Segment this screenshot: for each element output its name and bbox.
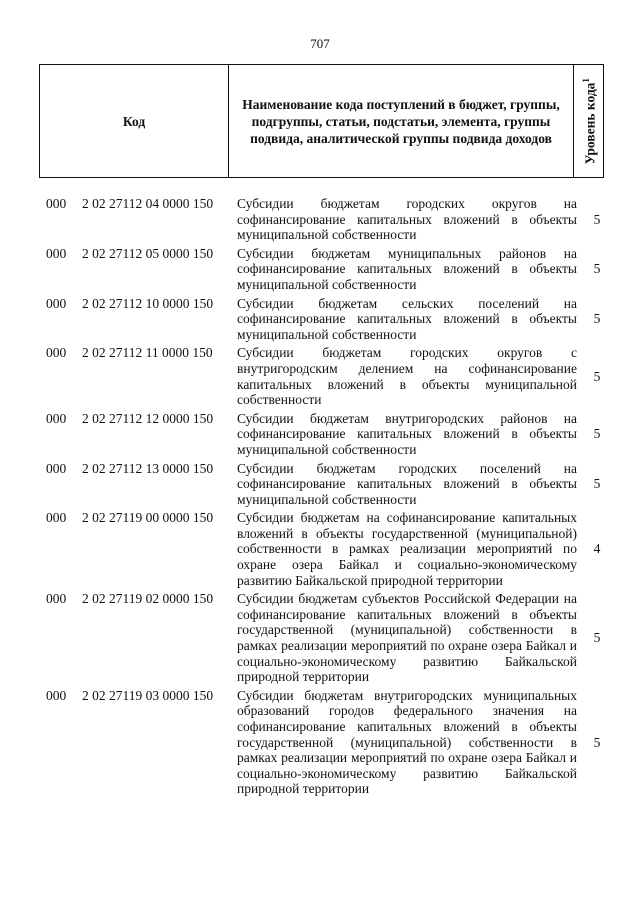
row-level: 5 <box>593 368 601 384</box>
row-name: Субсидии бюджетам субъектов Российской Федерации на софинансирование капитальных вложений в объекты государственной (муниципальной) собственности в рамках реализации мероприятий по охране озера Байкал и социально-экономическому развитию Байкальской природной территории <box>237 591 577 685</box>
header-code: Код <box>122 113 146 129</box>
row-name: Субсидии бюджетам городских округов на софинансирование капитальных вложений в объекты муниципальной собственности <box>237 196 577 243</box>
row-code: 2 02 27112 05 0000 150 <box>82 245 214 261</box>
row-prefix: 000 <box>46 345 67 361</box>
row-level: 5 <box>593 261 601 277</box>
row-code: 2 02 27112 04 0000 150 <box>82 196 214 211</box>
header-level-label: Уровень кода <box>582 82 598 165</box>
page-number: 707 <box>310 36 330 51</box>
header-level-footnote: 1 <box>581 77 592 83</box>
row-name: Субсидии бюджетам муниципальных районов на софинансирование капитальных вложений в объекты муниципальной собственности <box>237 245 577 292</box>
row-name: Субсидии бюджетам внутригородских районов на софинансирование капитальных вложений в объекты муниципальной собственности <box>237 410 577 457</box>
row-level: 5 <box>593 734 601 750</box>
row-level: 5 <box>593 211 601 227</box>
row-name: Субсидии бюджетам на софинансирование капитальных вложений в объекты государственной (муниципальной) собственности в рамках реализации мероприятий по охране озера Байкал и социально-экономическому развитию Байкальской природной территории <box>237 510 577 588</box>
row-name: Субсидии бюджетам городских округов с внутригородским делением на софинансирование капитальных вложений в объекты муниципальной собственности <box>237 345 577 408</box>
row-prefix: 000 <box>46 245 67 261</box>
row-name: Субсидии бюджетам городских поселений на софинансирование капитальных вложений в объекты муниципальной собственности <box>237 460 577 507</box>
row-code: 2 02 27119 03 0000 150 <box>82 687 214 703</box>
row-code: 2 02 27112 10 0000 150 <box>82 295 214 311</box>
row-code: 2 02 27119 02 0000 150 <box>82 591 214 607</box>
table-row <box>0 411 640 458</box>
row-prefix: 000 <box>46 687 67 703</box>
row-prefix: 000 <box>46 410 67 426</box>
table-row <box>0 688 640 797</box>
row-prefix: 000 <box>46 196 67 211</box>
row-code: 2 02 27112 11 0000 150 <box>82 345 213 361</box>
table-row <box>0 246 640 293</box>
table-row <box>0 345 640 407</box>
header-level <box>573 65 603 177</box>
row-prefix: 000 <box>46 510 67 526</box>
header-name: Наименование кода поступлений в бюджет, группы, подгруппы, статьи, подстатьи, элемента, группы подвида, аналитической группы подвида доходов <box>228 65 573 177</box>
table-header <box>39 64 604 178</box>
row-level: 5 <box>593 476 601 492</box>
row-name: Субсидии бюджетам внутригородских муниципальных образований городов федерального значения на софинансирование капитальных вложений в объекты государственной (муниципальной) собственности в рамках реализации мероприятий по охране озера Байкал и социально-экономическому развитию Байкальской природной территории <box>237 687 577 797</box>
row-level: 5 <box>593 426 601 442</box>
row-name: Субсидии бюджетам сельских поселений на софинансирование капитальных вложений в объекты муниципальной собственности <box>237 295 577 342</box>
row-prefix: 000 <box>46 460 67 476</box>
row-level: 4 <box>593 541 601 557</box>
row-code: 2 02 27112 12 0000 150 <box>82 410 214 426</box>
table-row <box>0 196 640 243</box>
table-row <box>0 510 640 588</box>
row-prefix: 000 <box>46 591 67 607</box>
table-row <box>0 591 640 685</box>
table-row <box>0 296 640 343</box>
row-prefix: 000 <box>46 295 67 311</box>
row-code: 2 02 27112 13 0000 150 <box>82 460 214 476</box>
row-level: 5 <box>593 311 601 327</box>
table-row <box>0 461 640 508</box>
row-code: 2 02 27119 00 0000 150 <box>82 510 214 526</box>
row-level: 5 <box>593 630 601 646</box>
table-body <box>0 196 640 800</box>
